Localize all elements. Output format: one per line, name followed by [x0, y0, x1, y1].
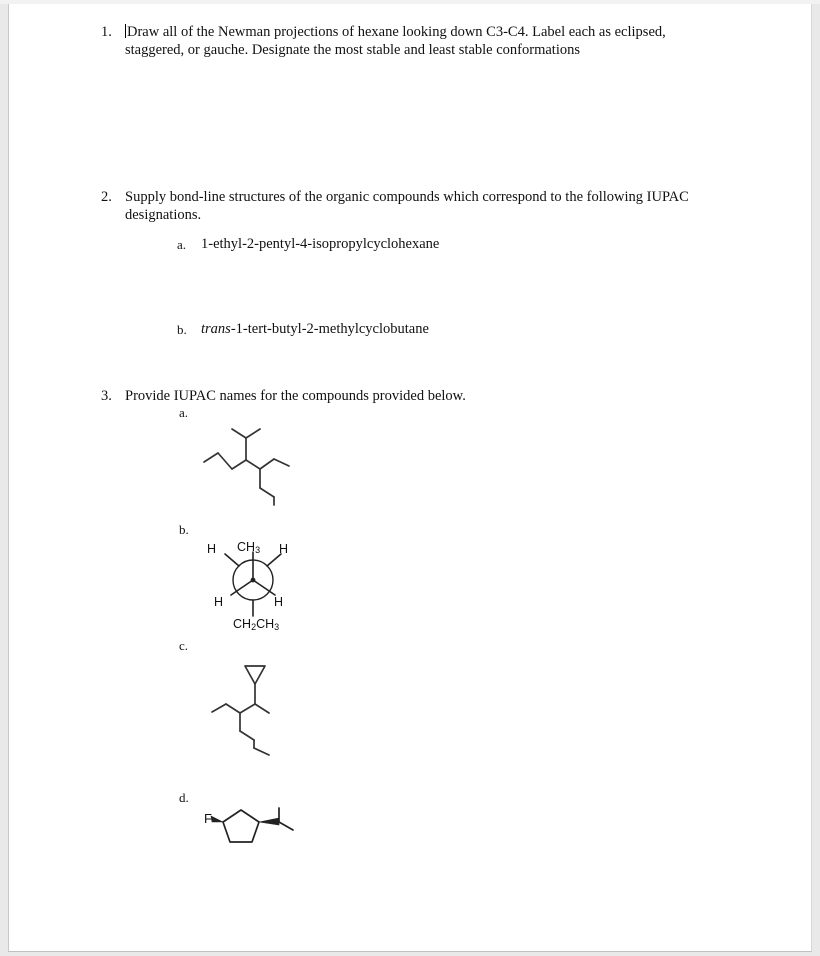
question-2-item-b-label: b.: [177, 322, 187, 337]
question-1-text: [125, 24, 695, 59]
question-2-item-a-label: a.: [177, 237, 187, 252]
question-2-text: Supply bond-line structures of the organic compounds which correspond to the following IUPAC designations.: [125, 189, 689, 223]
question-2-item-b-text: [201, 321, 429, 338]
question-3-text: Provide IUPAC names for the compounds provided below.: [125, 388, 466, 404]
question-2-number: 2.: [101, 189, 112, 205]
structure-3c-cyclopropyl-alkane: [199, 649, 309, 759]
question-1-number: 1.: [101, 24, 112, 40]
document-page: [8, 4, 812, 952]
newman-bottom-ethyl-label: $CH_2CH_3$: [233, 617, 280, 632]
structure-3d-fluoro-cyclopentane: [201, 804, 311, 862]
question-3-item-a-label: a.: [179, 405, 189, 420]
newman-top-ch3-label: $CH_3$: [237, 540, 261, 555]
structure-3a-branched-alkane: [199, 416, 309, 512]
question-2-item-b-body: -1-tert-butyl-2-methylcyclobutane: [230, 321, 429, 337]
newman-upper-right-h-label: H: [279, 542, 289, 556]
question-3-number: 3.: [101, 388, 112, 404]
question-3-item-d-label: d.: [179, 790, 189, 805]
question-2-item-a-text: 1-ethyl-2-pentyl-4-isopropylcyclohexane: [201, 236, 440, 252]
question-3-item-c-label: c.: [179, 638, 189, 653]
isopropyl-wedge-bond: [259, 818, 279, 825]
newman-upper-left-h-label: H: [207, 542, 217, 556]
fluorine-wedge-bond: [211, 816, 223, 822]
trans-prefix: trans: [201, 321, 231, 337]
question-3-item-b-label: b.: [179, 522, 189, 537]
question-1-body: Draw all of the Newman projections of hexane looking down C3-C4. Label each as eclipsed, staggered, or gauche. Designate the most stable and least stable conformations: [125, 24, 666, 58]
text-caret: [125, 24, 126, 38]
newman-lower-right-h-label: H: [274, 595, 284, 609]
newman-lower-left-h-label: H: [214, 595, 224, 609]
fluorine-label: F: [204, 811, 212, 826]
